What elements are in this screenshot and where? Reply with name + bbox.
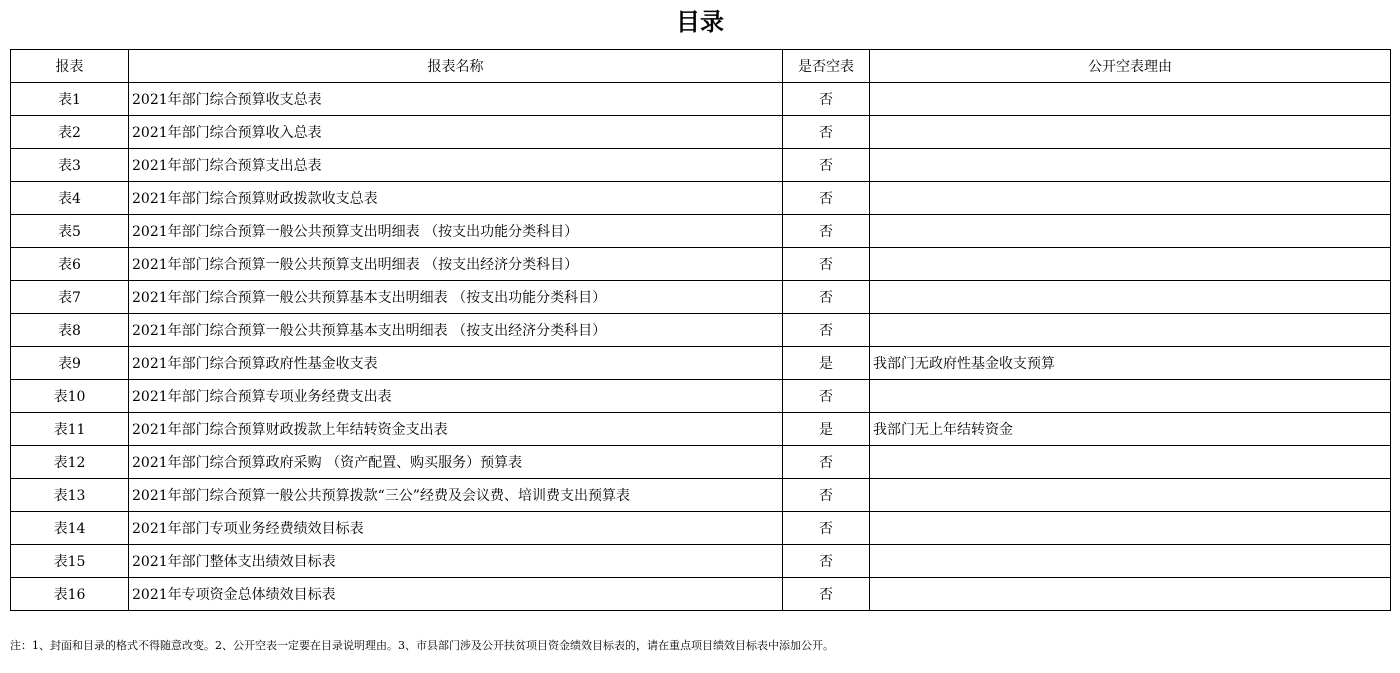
report-name-cell: 2021年部门整体支出绩效目标表	[129, 545, 783, 578]
table-row	[11, 116, 1391, 149]
report-name-cell: 2021年部门综合预算政府采购 （资产配置、购买服务）预算表	[129, 446, 783, 479]
table-row	[11, 413, 1391, 446]
catalog-table	[10, 49, 1391, 611]
report-code-cell: 表11	[11, 413, 129, 446]
table-row	[11, 248, 1391, 281]
report-code-cell: 表14	[11, 512, 129, 545]
page-title: 目录	[676, 8, 724, 36]
header-report-name: 报表名称	[129, 50, 783, 83]
empty-reason-cell	[870, 512, 1391, 545]
table-row	[11, 347, 1391, 380]
header-is-empty: 是否空表	[783, 50, 870, 83]
empty-reason-cell	[870, 248, 1391, 281]
table-row	[11, 314, 1391, 347]
is-empty-cell: 是	[783, 413, 870, 446]
report-code-cell: 表10	[11, 380, 129, 413]
report-name-cell: 2021年专项资金总体绩效目标表	[129, 578, 783, 611]
is-empty-cell: 否	[783, 116, 870, 149]
report-code-cell: 表2	[11, 116, 129, 149]
empty-reason-cell: 我部门无上年结转资金	[870, 413, 1391, 446]
is-empty-cell: 否	[783, 380, 870, 413]
report-name-cell: 2021年部门专项业务经费绩效目标表	[129, 512, 783, 545]
report-name-cell: 2021年部门综合预算财政拨款收支总表	[129, 182, 783, 215]
empty-reason-cell	[870, 182, 1391, 215]
empty-reason-cell	[870, 281, 1391, 314]
table-row	[11, 578, 1391, 611]
is-empty-cell: 否	[783, 182, 870, 215]
table-row	[11, 512, 1391, 545]
empty-reason-cell	[870, 380, 1391, 413]
is-empty-cell: 否	[783, 248, 870, 281]
report-code-cell: 表13	[11, 479, 129, 512]
empty-reason-cell	[870, 83, 1391, 116]
report-name-cell: 2021年部门综合预算一般公共预算支出明细表 （按支出经济分类科目）	[129, 248, 783, 281]
report-code-cell: 表7	[11, 281, 129, 314]
table-row	[11, 215, 1391, 248]
report-code-cell: 表5	[11, 215, 129, 248]
report-code-cell: 表12	[11, 446, 129, 479]
table-header-row	[11, 50, 1391, 83]
report-code-cell: 表4	[11, 182, 129, 215]
report-code-cell: 表15	[11, 545, 129, 578]
is-empty-cell: 否	[783, 83, 870, 116]
table-row	[11, 545, 1391, 578]
is-empty-cell: 否	[783, 215, 870, 248]
report-name-cell: 2021年部门综合预算一般公共预算基本支出明细表 （按支出功能分类科目）	[129, 281, 783, 314]
empty-reason-cell	[870, 215, 1391, 248]
table-row	[11, 182, 1391, 215]
is-empty-cell: 否	[783, 314, 870, 347]
footnote: 注：1、封面和目录的格式不得随意改变。2、公开空表一定要在目录说明理由。3、市县部门涉及公开扶贫项目资金绩效目标表的，请在重点项目绩效目标表中添加公开。	[10, 639, 834, 652]
report-name-cell: 2021年部门综合预算财政拨款上年结转资金支出表	[129, 413, 783, 446]
header-report-code: 报表	[11, 50, 129, 83]
report-name-cell: 2021年部门综合预算一般公共预算基本支出明细表 （按支出经济分类科目）	[129, 314, 783, 347]
empty-reason-cell: 我部门无政府性基金收支预算	[870, 347, 1391, 380]
is-empty-cell: 否	[783, 512, 870, 545]
empty-reason-cell	[870, 314, 1391, 347]
is-empty-cell: 是	[783, 347, 870, 380]
empty-reason-cell	[870, 149, 1391, 182]
is-empty-cell: 否	[783, 281, 870, 314]
report-name-cell: 2021年部门综合预算一般公共预算拨款“三公”经费及会议费、培训费支出预算表	[129, 479, 783, 512]
report-code-cell: 表6	[11, 248, 129, 281]
report-name-cell: 2021年部门综合预算专项业务经费支出表	[129, 380, 783, 413]
empty-reason-cell	[870, 479, 1391, 512]
is-empty-cell: 否	[783, 479, 870, 512]
empty-reason-cell	[870, 578, 1391, 611]
report-name-cell: 2021年部门综合预算政府性基金收支表	[129, 347, 783, 380]
header-empty-reason: 公开空表理由	[870, 50, 1391, 83]
empty-reason-cell	[870, 446, 1391, 479]
is-empty-cell: 否	[783, 149, 870, 182]
report-code-cell: 表3	[11, 149, 129, 182]
table-row	[11, 83, 1391, 116]
is-empty-cell: 否	[783, 446, 870, 479]
table-row	[11, 479, 1391, 512]
report-code-cell: 表9	[11, 347, 129, 380]
table-row	[11, 149, 1391, 182]
report-name-cell: 2021年部门综合预算支出总表	[129, 149, 783, 182]
empty-reason-cell	[870, 116, 1391, 149]
table-row	[11, 446, 1391, 479]
table-row	[11, 380, 1391, 413]
report-code-cell: 表16	[11, 578, 129, 611]
report-name-cell: 2021年部门综合预算收支总表	[129, 83, 783, 116]
report-name-cell: 2021年部门综合预算一般公共预算支出明细表 （按支出功能分类科目）	[129, 215, 783, 248]
is-empty-cell: 否	[783, 578, 870, 611]
table-row	[11, 281, 1391, 314]
catalog-table-body	[11, 83, 1391, 611]
is-empty-cell: 否	[783, 545, 870, 578]
report-name-cell: 2021年部门综合预算收入总表	[129, 116, 783, 149]
report-code-cell: 表1	[11, 83, 129, 116]
report-code-cell: 表8	[11, 314, 129, 347]
empty-reason-cell	[870, 545, 1391, 578]
